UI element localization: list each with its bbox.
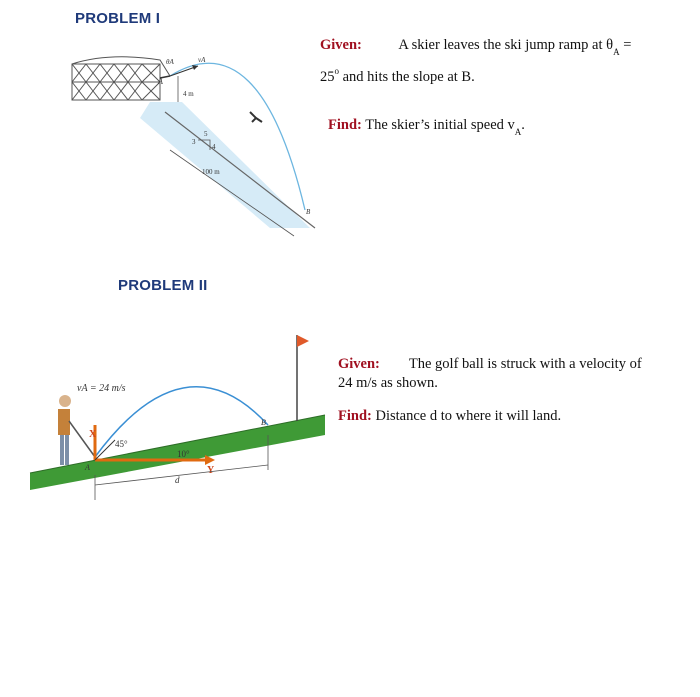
ski-jump-figure [70, 40, 330, 240]
golf-figure [25, 325, 330, 510]
find-sub: A [514, 127, 522, 137]
given-text-b: and hits the slope at B. [342, 69, 475, 85]
problem-1-given-line2 [320, 66, 690, 87]
problem-2-given [338, 355, 693, 393]
problem-2-heading: PROBLEM II [118, 277, 208, 294]
slope-line [165, 112, 315, 228]
problem-2-find [338, 407, 693, 426]
given-eq: = [623, 37, 632, 53]
given-value: 25 [320, 69, 335, 85]
ramp-truss [72, 57, 170, 100]
given-text-2b: 24 m/s as shown. [338, 374, 438, 391]
label-3: 3 [192, 138, 196, 146]
problem-1-find [328, 116, 688, 139]
problem-1-given [320, 36, 690, 59]
label-100m: 100 m [202, 168, 220, 176]
find-end: . [521, 117, 525, 133]
label-x: X [89, 429, 97, 440]
label-45: 45° [115, 439, 128, 449]
label-velocity: vA = 24 m/s [77, 383, 126, 394]
label-va: vA [198, 56, 206, 64]
problem-1-heading: PROBLEM I [75, 10, 161, 27]
find-label: Find: [328, 117, 362, 133]
skier-icon [250, 112, 262, 122]
label-b: B [306, 208, 311, 216]
label-4: 4 [212, 143, 216, 151]
given-label-2: Given: [338, 356, 380, 372]
find-label-2: Find: [338, 408, 372, 424]
label-y: Y [207, 465, 215, 476]
given-label: Given: [320, 37, 362, 53]
label-a: A [85, 463, 90, 472]
label-theta: θA [166, 58, 174, 66]
snow-surface [140, 102, 310, 228]
label-5: 5 [204, 130, 208, 138]
given-sub: A [613, 47, 620, 57]
label-b: B [261, 418, 266, 427]
label-a: A [158, 77, 163, 86]
flag-icon [297, 335, 309, 347]
given-text-2a: The golf ball is struck with a velocity of [408, 356, 642, 372]
given-text: A skier leaves the ski jump ramp at θ [398, 37, 614, 53]
given-degree: o [334, 66, 339, 76]
find-text: The skier’s initial speed v [365, 117, 515, 133]
label-4m: 4 m [183, 90, 194, 98]
label-d: d [175, 475, 180, 485]
label-10: 10° [177, 449, 190, 459]
find-text-2: Distance d to where it will land. [375, 408, 562, 424]
